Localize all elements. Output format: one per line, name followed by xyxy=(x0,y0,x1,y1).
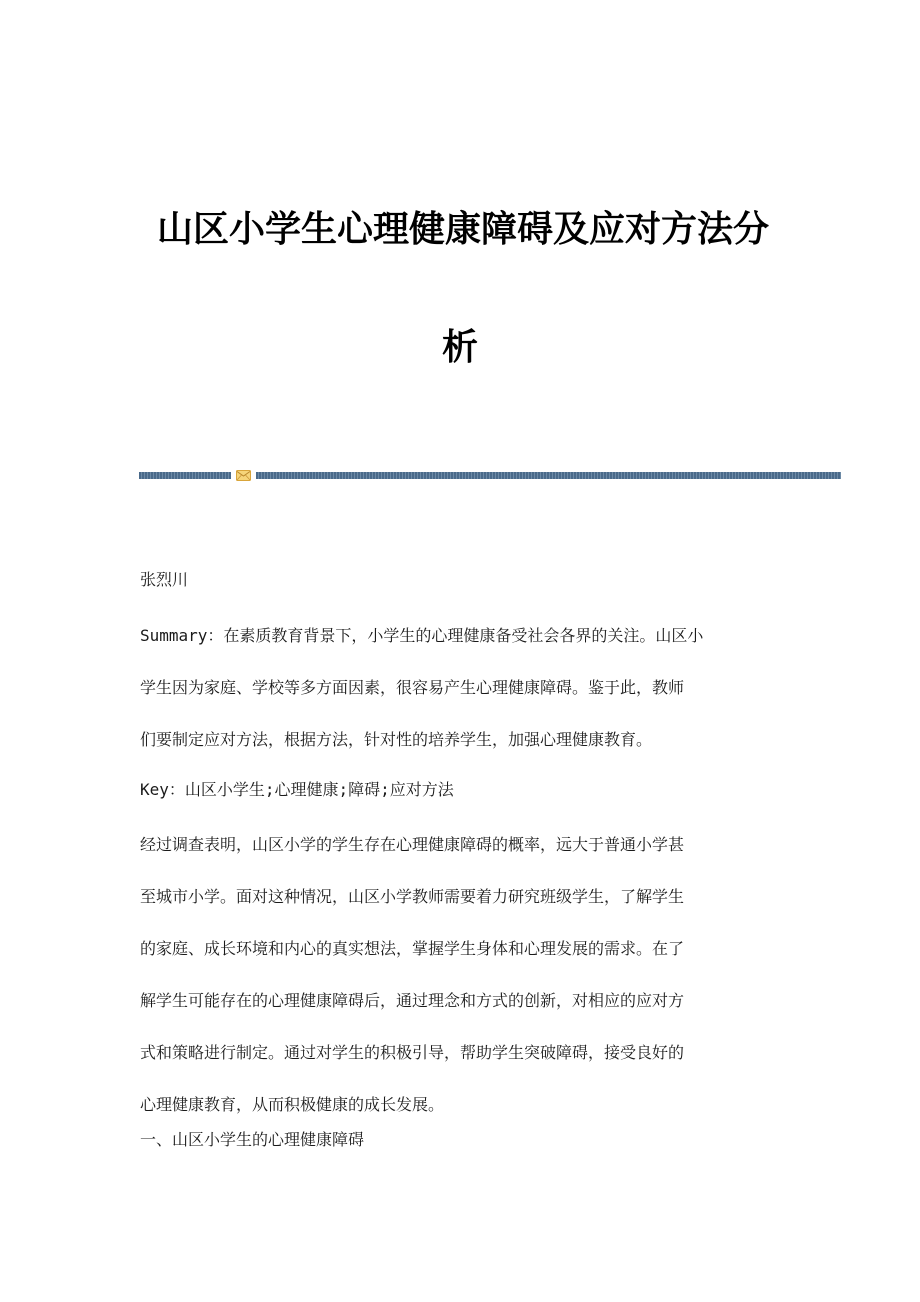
envelope-ornament-icon xyxy=(236,470,251,481)
intro-line: 心理健康教育，从而积极健康的成长发展。 xyxy=(140,1095,445,1114)
author-name: 张烈川 xyxy=(140,570,189,589)
title-line-1: 山区小学生心理健康障碍及应对方法分 xyxy=(156,209,769,250)
title-divider xyxy=(139,470,841,481)
summary-line: Summary：在素质教育背景下，小学生的心理健康备受社会各界的关注。山区小 xyxy=(140,626,704,645)
keywords-line: Key：山区小学生;心理健康;障碍;应对方法 xyxy=(140,780,454,799)
title-line-2: 析 xyxy=(441,327,478,368)
summary-paragraph xyxy=(140,626,790,750)
intro-line: 的家庭、成长环境和内心的真实想法，掌握学生身体和心理发展的需求。在了 xyxy=(140,939,685,958)
document-title xyxy=(0,209,920,368)
intro-line: 经过调查表明，山区小学的学生存在心理健康障碍的概率，远大于普通小学甚 xyxy=(140,835,685,854)
intro-paragraph xyxy=(140,835,790,1115)
summary-line: 学生因为家庭、学校等多方面因素，很容易产生心理健康障碍。鉴于此，教师 xyxy=(140,678,685,697)
divider-bar-right xyxy=(256,472,841,479)
section-heading: 一、山区小学生的心理健康障碍 xyxy=(140,1130,365,1149)
divider-bar-left xyxy=(139,472,231,479)
intro-line: 解学生可能存在的心理健康障碍后，通过理念和方式的创新，对相应的应对方 xyxy=(140,991,685,1010)
intro-line: 至城市小学。面对这种情况，山区小学教师需要着力研究班级学生，了解学生 xyxy=(140,887,685,906)
summary-line: 们要制定应对方法，根据方法，针对性的培养学生，加强心理健康教育。 xyxy=(140,730,653,749)
intro-line: 式和策略进行制定。通过对学生的积极引导，帮助学生突破障碍，接受良好的 xyxy=(140,1043,685,1062)
